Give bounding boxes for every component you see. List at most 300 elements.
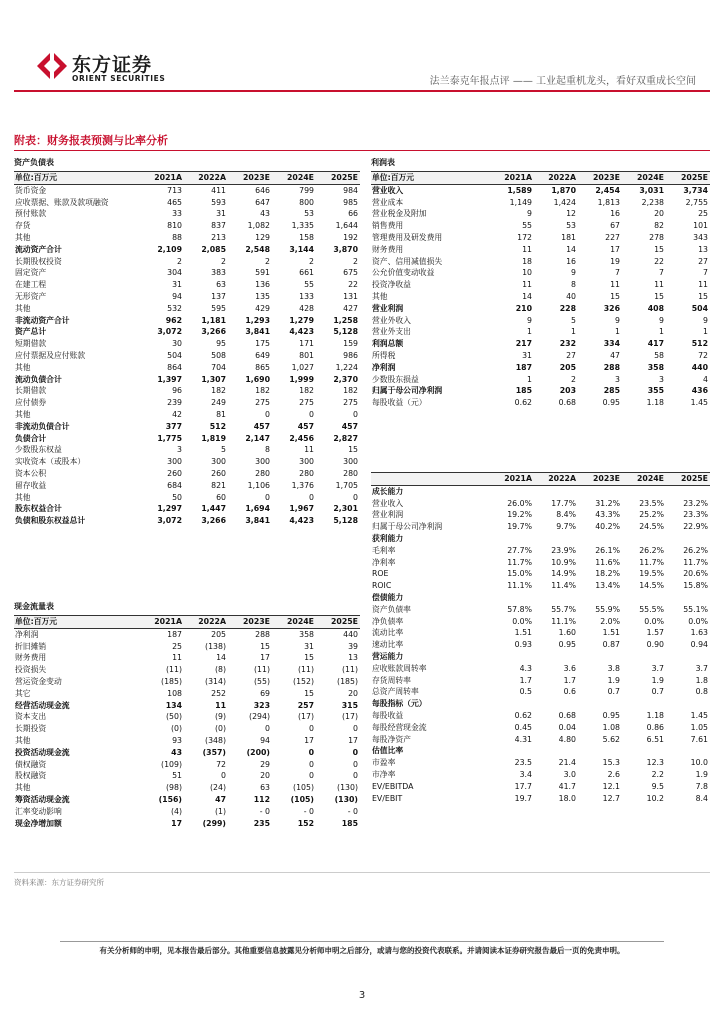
- table-cell: 0.45: [514, 722, 532, 732]
- table-cell: 3,266: [201, 516, 226, 526]
- table-cell: 42: [172, 409, 182, 419]
- row-label: 长期股权投资: [15, 256, 62, 266]
- row-label: 其他: [372, 291, 388, 301]
- table-row: [14, 628, 360, 640]
- header-year: 2021A: [490, 172, 534, 185]
- table-row: [14, 652, 360, 664]
- income-statement-title: 利润表: [371, 158, 395, 167]
- table-cell: 134: [165, 700, 182, 710]
- table-row: [14, 480, 360, 492]
- header-year: 2022A: [534, 473, 578, 486]
- row-label: 预付账款: [15, 209, 47, 219]
- table-cell: 210: [515, 303, 532, 313]
- table-row: [371, 757, 710, 769]
- table-cell: (130): [334, 794, 358, 804]
- table-row: [14, 641, 360, 653]
- table-cell: 14.9%: [551, 569, 576, 579]
- table-cell: 457: [297, 421, 314, 431]
- table-cell: [622, 485, 666, 497]
- table-cell: 0.7: [607, 687, 620, 697]
- table-cell: 17: [171, 818, 182, 828]
- income-statement-table: [371, 171, 710, 409]
- table-cell: 40: [566, 291, 576, 301]
- row-label: 其他: [15, 303, 31, 313]
- brand-name-cn: 东方证券: [72, 54, 153, 76]
- table-cell: 11.1%: [551, 616, 576, 626]
- table-cell: 0: [353, 492, 358, 502]
- table-cell: 51: [172, 771, 182, 781]
- table-cell: 1,967: [289, 504, 314, 514]
- table-cell: 9: [571, 268, 576, 278]
- table-cell: 2,109: [157, 244, 182, 254]
- header-unit-label: 单位:百万元: [371, 172, 490, 185]
- table-cell: 0: [353, 724, 358, 734]
- row-label: 其他: [15, 232, 31, 242]
- table-cell: 3,031: [639, 185, 664, 195]
- table-cell: [534, 651, 578, 663]
- table-cell: 11: [610, 280, 620, 290]
- table-cell: 1.08: [602, 722, 620, 732]
- table-row: [371, 722, 710, 734]
- table-cell: 508: [211, 350, 226, 360]
- table-cell: 43: [171, 747, 182, 757]
- table-cell: 187: [167, 629, 182, 639]
- table-row: [371, 338, 710, 350]
- table-cell: 810: [167, 221, 182, 231]
- row-label: 投资损失: [15, 665, 47, 675]
- table-cell: 88: [172, 232, 182, 242]
- table-cell: 39: [348, 641, 358, 651]
- table-cell: 0.95: [602, 398, 620, 408]
- table-cell: 24.5%: [639, 522, 664, 532]
- table-cell: 2,548: [245, 244, 270, 254]
- table-row: [14, 208, 360, 220]
- table-cell: [666, 651, 710, 663]
- table-cell: 260: [167, 468, 182, 478]
- table-cell: 4.80: [558, 734, 576, 744]
- table-row: [371, 734, 710, 746]
- table-cell: 3.4: [519, 769, 532, 779]
- table-cell: 428: [299, 303, 314, 313]
- table-cell: [622, 651, 666, 663]
- table-cell: 408: [647, 303, 664, 313]
- table-cell: 465: [167, 197, 182, 207]
- table-cell: 3,841: [245, 516, 270, 526]
- table-row: [14, 806, 360, 818]
- table-row: [371, 627, 710, 639]
- table-cell: 15: [304, 653, 314, 663]
- row-label: 非流动负债合计: [15, 421, 70, 431]
- header-year: 2022A: [534, 172, 578, 185]
- table-cell: 0: [309, 492, 314, 502]
- table-cell: [578, 698, 622, 710]
- table-header-row: [14, 616, 360, 629]
- table-cell: 205: [559, 362, 576, 372]
- table-cell: 1,335: [291, 221, 314, 231]
- table-row: [14, 747, 360, 759]
- table-cell: 864: [167, 362, 182, 372]
- table-cell: 17.7: [514, 781, 532, 791]
- table-cell: 0.62: [514, 398, 532, 408]
- table-cell: 1,297: [157, 504, 182, 514]
- table-cell: 1: [659, 327, 664, 337]
- header-year: 2021A: [140, 172, 184, 185]
- table-cell: 203: [559, 386, 576, 396]
- table-cell: 187: [515, 362, 532, 372]
- row-label: 营业利润: [372, 510, 404, 520]
- row-label: 投资活动现金流: [15, 747, 70, 757]
- table-cell: 0.62: [514, 710, 532, 720]
- table-cell: 29: [260, 759, 270, 769]
- row-label: 营运资金变动: [15, 676, 62, 686]
- table-row: [14, 338, 360, 350]
- table-cell: 504: [691, 303, 708, 313]
- table-cell: 2,238: [641, 197, 664, 207]
- table-cell: 213: [211, 232, 226, 242]
- table-cell: 1,397: [157, 374, 182, 384]
- balance-sheet-title: 资产负债表: [14, 158, 54, 167]
- header-year: 2021A: [140, 616, 184, 629]
- table-cell: 257: [297, 700, 314, 710]
- row-label: 管理费用及研发费用: [372, 232, 443, 242]
- table-row: [14, 503, 360, 515]
- table-cell: 69: [260, 688, 270, 698]
- table-cell: 0.90: [646, 640, 664, 650]
- table-cell: 60: [216, 492, 226, 502]
- table-cell: 1.7: [519, 675, 532, 685]
- table-cell: 20: [654, 209, 664, 219]
- table-cell: 10.9%: [551, 557, 576, 567]
- table-cell: (357): [202, 747, 226, 757]
- table-cell: 23.5%: [639, 498, 664, 508]
- table-cell: 5.62: [602, 734, 620, 744]
- table-cell: 33: [172, 209, 182, 219]
- table-row: [14, 197, 360, 209]
- table-cell: [534, 698, 578, 710]
- header-divider: [14, 90, 710, 92]
- row-label: ROIC: [372, 581, 392, 591]
- table-cell: 984: [343, 185, 358, 195]
- table-row: [371, 604, 710, 616]
- row-label: 无形资产: [15, 291, 47, 301]
- table-cell: 865: [255, 362, 270, 372]
- table-cell: 12.3: [646, 758, 664, 768]
- table-cell: 2,454: [595, 185, 620, 195]
- table-cell: 2.2: [651, 769, 664, 779]
- table-cell: 55: [522, 221, 532, 231]
- table-row: [14, 688, 360, 700]
- table-cell: (24): [209, 783, 226, 793]
- header-year: 2022A: [184, 172, 228, 185]
- table-cell: 440: [691, 362, 708, 372]
- table-cell: 21.4: [558, 758, 576, 768]
- row-label: 资产、信用减值损失: [372, 256, 443, 266]
- table-cell: 1,224: [335, 362, 358, 372]
- row-label: 固定资产: [15, 268, 47, 278]
- table-cell: 159: [343, 339, 358, 349]
- row-label: 其他: [15, 735, 31, 745]
- table-cell: 22: [654, 256, 664, 266]
- row-label: 净利润: [15, 629, 39, 639]
- company-logo: [36, 50, 166, 86]
- row-label: 速动比率: [372, 640, 404, 650]
- table-cell: 1.9: [607, 675, 620, 685]
- table-cell: 172: [517, 232, 532, 242]
- table-cell: 280: [343, 468, 358, 478]
- table-row: [14, 315, 360, 327]
- table-cell: 661: [299, 268, 314, 278]
- table-cell: (11): [341, 665, 358, 675]
- header-year: 2021A: [490, 473, 534, 486]
- table-cell: 25: [698, 209, 708, 219]
- table-cell: 50: [172, 492, 182, 502]
- table-row: [14, 433, 360, 445]
- header-unit-label: 单位:百万元: [14, 616, 140, 629]
- table-cell: 2: [353, 256, 358, 266]
- header-unit-label: 单位:百万元: [14, 172, 140, 185]
- table-row: [371, 244, 710, 256]
- table-cell: 1.60: [558, 628, 576, 638]
- table-cell: [578, 485, 622, 497]
- table-row: [14, 409, 360, 421]
- table-cell: 1,694: [245, 504, 270, 514]
- table-cell: 532: [167, 303, 182, 313]
- table-cell: 12.1: [602, 781, 620, 791]
- table-cell: 646: [255, 185, 270, 195]
- table-cell: 15: [348, 445, 358, 455]
- table-cell: 108: [167, 688, 182, 698]
- table-cell: [578, 592, 622, 604]
- table-cell: 235: [253, 818, 270, 828]
- table-row: [14, 759, 360, 771]
- row-label: 少数股东损益: [372, 374, 419, 384]
- table-row: [371, 568, 710, 580]
- table-cell: 1.05: [690, 722, 708, 732]
- row-label: 营业外支出: [372, 327, 411, 337]
- table-cell: [578, 745, 622, 757]
- table-row: [371, 315, 710, 327]
- table-cell: 11.6%: [595, 557, 620, 567]
- table-cell: [578, 533, 622, 545]
- table-cell: (294): [249, 712, 270, 722]
- cash-flow-table: [14, 615, 360, 829]
- table-cell: 27: [566, 350, 576, 360]
- row-label: 折旧摊销: [15, 641, 47, 651]
- table-cell: 1,870: [551, 185, 576, 195]
- table-cell: 3.7: [651, 663, 664, 673]
- table-cell: 1.57: [646, 628, 664, 638]
- table-cell: 15: [654, 244, 664, 254]
- table-cell: 217: [515, 339, 532, 349]
- table-cell: 0.6: [563, 687, 576, 697]
- table-cell: (105): [293, 783, 314, 793]
- table-cell: 82: [654, 221, 664, 231]
- table-row: [371, 616, 710, 628]
- table-cell: 192: [343, 232, 358, 242]
- table-row: [14, 492, 360, 504]
- table-cell: 26.1%: [595, 545, 620, 555]
- table-cell: 19.2%: [507, 510, 532, 520]
- table-cell: 152: [297, 818, 314, 828]
- table-cell: 1,106: [247, 480, 270, 490]
- row-label: 毛利率: [372, 545, 396, 555]
- table-cell: 171: [299, 339, 314, 349]
- row-label: 财务费用: [15, 653, 47, 663]
- table-cell: 47: [215, 794, 226, 804]
- disclaimer-text: 有关分析师的申明，见本报告最后部分。其他重要信息披露见分析师申明之后部分，或请与您的投资代表联系。并请阅读本证券研究报告最后一页的免责申明。: [99, 946, 625, 955]
- logo-mark-icon: [36, 50, 68, 82]
- table-cell: 182: [343, 386, 358, 396]
- header-year: 2024E: [622, 473, 666, 486]
- table-cell: 67: [610, 221, 620, 231]
- row-label: 市净率: [372, 769, 396, 779]
- table-row: [14, 456, 360, 468]
- row-label: 获利能力: [372, 533, 404, 543]
- table-cell: 31: [172, 280, 182, 290]
- table-row: [371, 663, 710, 675]
- table-cell: 227: [605, 232, 620, 242]
- row-label: 投资净收益: [372, 280, 411, 290]
- table-cell: 0: [353, 759, 358, 769]
- row-label: 每股收益（元）: [372, 398, 427, 408]
- table-cell: 280: [255, 468, 270, 478]
- section-row: [371, 651, 710, 663]
- table-cell: (50): [165, 712, 182, 722]
- row-label: 货币资金: [15, 185, 47, 195]
- row-label: ROE: [372, 569, 389, 579]
- table-cell: 1,279: [289, 315, 314, 325]
- table-row: [371, 232, 710, 244]
- table-cell: 11: [215, 700, 226, 710]
- table-cell: 20: [348, 688, 358, 698]
- table-cell: 2,147: [245, 433, 270, 443]
- table-cell: 3,870: [333, 244, 358, 254]
- table-row: [371, 769, 710, 781]
- row-label: 销售费用: [372, 221, 404, 231]
- table-cell: 13: [348, 653, 358, 663]
- table-cell: [666, 592, 710, 604]
- table-cell: 15.0%: [507, 569, 532, 579]
- table-cell: 1,813: [597, 197, 620, 207]
- table-cell: 55.1%: [683, 604, 708, 614]
- table-cell: 185: [515, 386, 532, 396]
- table-cell: 275: [255, 398, 270, 408]
- table-cell: 334: [603, 339, 620, 349]
- table-cell: 0.0%: [512, 616, 532, 626]
- row-label: 流动负债合计: [15, 374, 62, 384]
- table-cell: 358: [647, 362, 664, 372]
- table-cell: 0.8: [695, 687, 708, 697]
- table-cell: 704: [211, 362, 226, 372]
- header-year: 2025E: [666, 473, 710, 486]
- table-row: [14, 723, 360, 735]
- row-label: 营业收入: [372, 185, 404, 195]
- table-cell: (0): [214, 724, 226, 734]
- row-label: 存货: [15, 221, 31, 231]
- table-cell: 2,827: [333, 433, 358, 443]
- row-label: 留存收益: [15, 480, 47, 490]
- table-cell: 457: [253, 421, 270, 431]
- row-label: 资本公积: [15, 468, 47, 478]
- table-row: [14, 326, 360, 338]
- table-cell: 427: [343, 303, 358, 313]
- table-row: [14, 184, 360, 196]
- table-cell: 0.5: [519, 687, 532, 697]
- table-cell: 249: [211, 398, 226, 408]
- table-cell: 63: [216, 280, 226, 290]
- table-cell: (109): [161, 759, 182, 769]
- header-year: 2025E: [666, 172, 710, 185]
- table-cell: (17): [297, 712, 314, 722]
- table-cell: 25.2%: [639, 510, 664, 520]
- row-label: 长期借款: [15, 386, 47, 396]
- table-row: [14, 256, 360, 268]
- table-cell: 1,082: [247, 221, 270, 231]
- table-cell: 0.68: [558, 710, 576, 720]
- table-cell: [490, 485, 534, 497]
- table-cell: 1.8: [695, 675, 708, 685]
- table-cell: 40.2%: [595, 522, 620, 532]
- table-cell: 417: [647, 339, 664, 349]
- table-row: [14, 385, 360, 397]
- table-cell: 181: [561, 232, 576, 242]
- table-cell: 0: [353, 409, 358, 419]
- table-cell: 591: [255, 268, 270, 278]
- table-row: [371, 220, 710, 232]
- row-label: 存货周转率: [372, 675, 411, 685]
- table-row: [14, 421, 360, 433]
- table-cell: 31: [216, 209, 226, 219]
- table-cell: 10: [522, 268, 532, 278]
- table-cell: 232: [559, 339, 576, 349]
- table-cell: 1.51: [514, 628, 532, 638]
- row-label: 财务费用: [372, 244, 404, 254]
- table-cell: 821: [211, 480, 226, 490]
- row-label: 流动资产合计: [15, 244, 62, 254]
- table-header-row: [371, 172, 710, 185]
- table-cell: - 0: [347, 806, 358, 816]
- table-cell: 358: [299, 629, 314, 639]
- table-cell: 3,266: [201, 327, 226, 337]
- table-cell: 66: [348, 209, 358, 219]
- table-cell: (11): [165, 665, 182, 675]
- row-label: 营业成本: [372, 197, 404, 207]
- table-cell: 3,072: [157, 516, 182, 526]
- source-note: 资料来源：东方证券研究所: [14, 878, 104, 887]
- row-label: 营运能力: [372, 651, 404, 661]
- footer-divider: [60, 941, 664, 942]
- table-cell: 15.3: [602, 758, 620, 768]
- table-cell: [534, 485, 578, 497]
- row-label: 其他: [15, 362, 31, 372]
- table-row: [371, 385, 710, 397]
- table-row: [371, 781, 710, 793]
- table-cell: 1: [527, 374, 532, 384]
- table-row: [371, 710, 710, 722]
- table-cell: [666, 485, 710, 497]
- row-label: 应付债券: [15, 398, 47, 408]
- table-cell: 5: [571, 315, 576, 325]
- table-cell: [490, 698, 534, 710]
- table-cell: 43.3%: [595, 510, 620, 520]
- table-cell: 1,376: [291, 480, 314, 490]
- table-cell: 185: [341, 818, 358, 828]
- table-cell: 280: [299, 468, 314, 478]
- table-cell: 0.0%: [688, 616, 708, 626]
- table-cell: 4,423: [289, 327, 314, 337]
- table-row: [371, 291, 710, 303]
- row-label: 实收资本（或股本）: [15, 457, 86, 467]
